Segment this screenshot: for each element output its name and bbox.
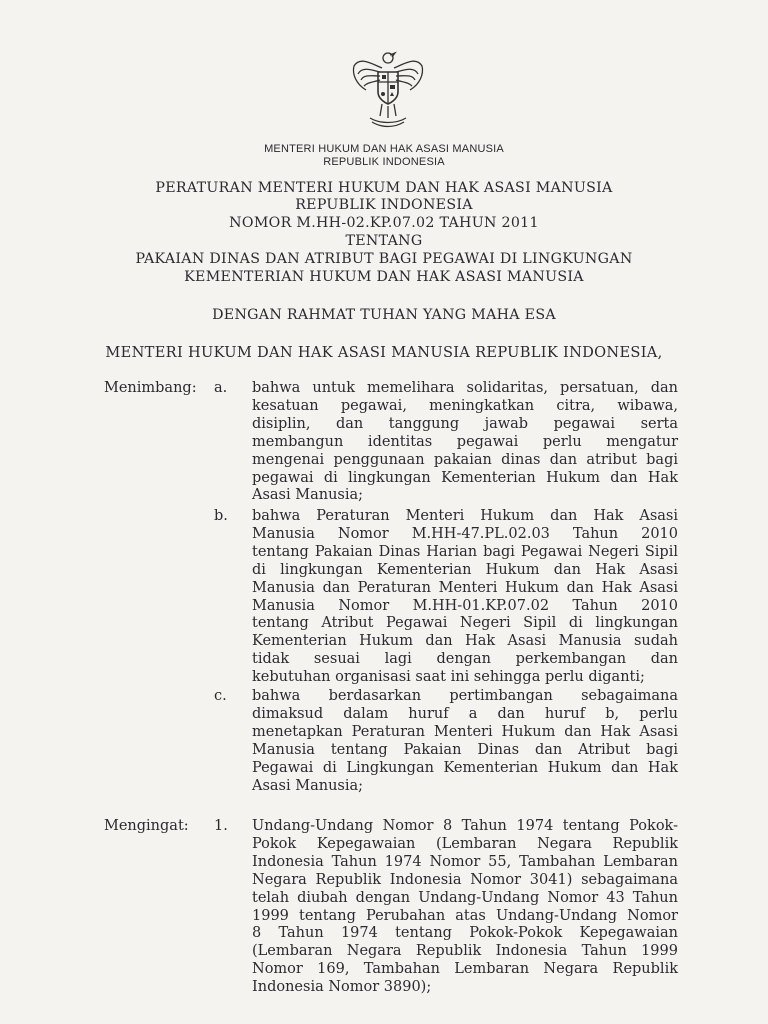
text-line: bahwa Peraturan Menteri Hukum dan Hak Asasi xyxy=(252,508,678,524)
text-line: Undang-Undang Nomor 8 Tahun 1974 tentang Pokok- xyxy=(252,818,678,834)
menimbang-marker-a: a. xyxy=(214,380,228,396)
title-line-5: PAKAIAN DINAS DAN ATRIBUT BAGI PEGAWAI DI LINGKUNGAN xyxy=(135,251,633,267)
text-line: Pokok Kepegawaian (Lembaran Negara Republik xyxy=(252,835,678,852)
title-line-6: KEMENTERIAN HUKUM DAN HAK ASASI MANUSIA xyxy=(184,269,584,285)
text-line: Nomor 169, Tambahan Lembaran Negara Republik xyxy=(252,961,678,978)
text-line: Asasi Manusia; xyxy=(252,487,364,504)
text-line: Manusia Nomor M.HH-01.KP.07.02 Tahun 2010 xyxy=(252,597,678,614)
text-line: disiplin, dan tanggung jawab pegawai serta xyxy=(252,415,678,432)
title-line-4: TENTANG xyxy=(345,233,423,249)
text-line: Pegawai di Lingkungan Kementerian Hukum dan Hak xyxy=(252,759,678,776)
text-line: kebutuhan organisasi saat ini sehingga perlu diganti; xyxy=(252,669,645,686)
text-line: bahwa berdasarkan pertimbangan sebagaimana xyxy=(252,688,678,704)
text-line: Negara Republik Indonesia Nomor 3041) sebagaimana xyxy=(252,871,678,888)
text-line: tidak sesuai lagi dengan perkembangan dan xyxy=(252,651,678,668)
text-line: telah diubah dengan Undang-Undang Nomor 43 Tahun xyxy=(252,889,678,906)
minister-header-line1: MENTERI HUKUM DAN HAK ASASI MANUSIA xyxy=(264,143,504,155)
text-line: Manusia Nomor M.HH-47.PL.02.03 Tahun 2010 xyxy=(252,525,678,542)
title-line-3: NOMOR M.HH-02.KP.07.02 TAHUN 2011 xyxy=(229,215,539,231)
minister-heading: MENTERI HUKUM DAN HAK ASASI MANUSIA REPUBLIK INDONESIA, xyxy=(105,344,663,361)
text-line: kesatuan pegawai, meningkatkan citra, wibawa, xyxy=(252,397,678,414)
text-line: (Lembaran Negara Republik Indonesia Tahun 1999 xyxy=(252,943,678,960)
mengingat-marker-1: 1. xyxy=(214,818,228,834)
menimbang-label: Menimbang: xyxy=(104,380,197,396)
minister-header-line2: REPUBLIK INDONESIA xyxy=(323,156,445,168)
text-line: Asasi Manusia; xyxy=(252,777,364,794)
text-line: mengenai penggunaan pakaian dinas dan atribut bagi xyxy=(252,451,678,468)
invocation: DENGAN RAHMAT TUHAN YANG MAHA ESA xyxy=(212,307,556,323)
title-line-2: REPUBLIK INDONESIA xyxy=(295,197,473,213)
text-line: dimaksud dalam huruf a dan huruf b, perlu xyxy=(252,705,678,722)
text-line: Kementerian Hukum dan Hak Asasi Manusia sudah xyxy=(252,633,678,650)
text-line: Manusia dan Peraturan Menteri Hukum dan Hak Asasi xyxy=(252,579,678,596)
menimbang-item-c xyxy=(252,688,678,795)
mengingat-item-1 xyxy=(252,818,678,997)
menimbang-marker-b: b. xyxy=(214,508,228,524)
text-line: tentang Atribut Pegawai Negeri Sipil di lingkungan xyxy=(252,615,678,632)
text-line: 1999 tentang Perubahan atas Undang-Undang Nomor xyxy=(252,907,678,924)
menimbang-item-a xyxy=(252,380,678,505)
menimbang-marker-c: c. xyxy=(214,688,227,704)
text-line: 8 Tahun 1974 tentang Pokok-Pokok Kepegawaian xyxy=(252,925,678,942)
text-line: membangun identitas pegawai perlu mengatur xyxy=(252,433,678,450)
mengingat-label: Mengingat: xyxy=(104,818,189,834)
text-line: Indonesia Nomor 3890); xyxy=(252,979,432,996)
text-line: Manusia tentang Pakaian Dinas dan Atribut bagi xyxy=(252,741,678,758)
text-line: menetapkan Peraturan Menteri Hukum dan Hak Asasi xyxy=(252,723,678,740)
text-line: pegawai di lingkungan Kementerian Hukum dan Hak xyxy=(252,469,678,486)
text-line: di lingkungan Kementerian Hukum dan Hak Asasi xyxy=(252,561,678,578)
text-line: bahwa untuk memelihara solidaritas, persatuan, dan xyxy=(252,380,678,396)
text-line: Indonesia Tahun 1974 Nomor 55, Tambahan Lembaran xyxy=(252,853,678,870)
title-line-1: PERATURAN MENTERI HUKUM DAN HAK ASASI MANUSIA xyxy=(155,180,613,196)
text-line: tentang Pakaian Dinas Harian bagi Pegawai Negeri Sipil xyxy=(252,543,678,560)
garuda-emblem-icon xyxy=(346,46,430,130)
menimbang-item-b xyxy=(252,508,678,687)
